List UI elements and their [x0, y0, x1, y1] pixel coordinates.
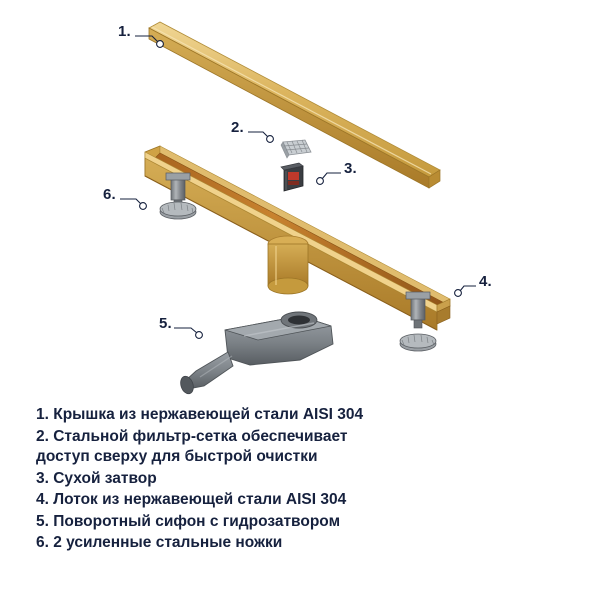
part-siphon	[179, 312, 333, 395]
callout-number-5: 5.	[159, 315, 172, 332]
part-dry-trap	[281, 163, 303, 191]
legend-item-6: 6. 2 усиленные стальные ножки	[36, 534, 283, 551]
callout-number-4: 4.	[479, 273, 492, 290]
legend-item-5: 5. Поворотный сифон с гидрозатвором	[36, 512, 341, 530]
callout-number-3: 3.	[344, 160, 357, 177]
legend-item-2-continued: доступ сверху для быстрой очистки	[36, 448, 318, 465]
legend-item-3: 3. Сухой затвор	[36, 469, 157, 487]
callout-number-6: 6.	[103, 186, 116, 203]
part-outlet-collar	[268, 236, 308, 294]
legend-item-4: 4. Лоток из нержавеющей стали AISI 304	[36, 491, 347, 508]
callout-number-2: 2.	[231, 119, 244, 136]
legend-item-2: 2. Стальной фильтр-сетка обеспечивает	[36, 427, 348, 445]
part-filter-mesh	[281, 140, 311, 158]
callout-number-1: 1.	[118, 23, 131, 40]
legend-list	[36, 404, 576, 554]
legend-item-1: 1. Крышка из нержавеющей стали AISI 304	[36, 406, 364, 423]
